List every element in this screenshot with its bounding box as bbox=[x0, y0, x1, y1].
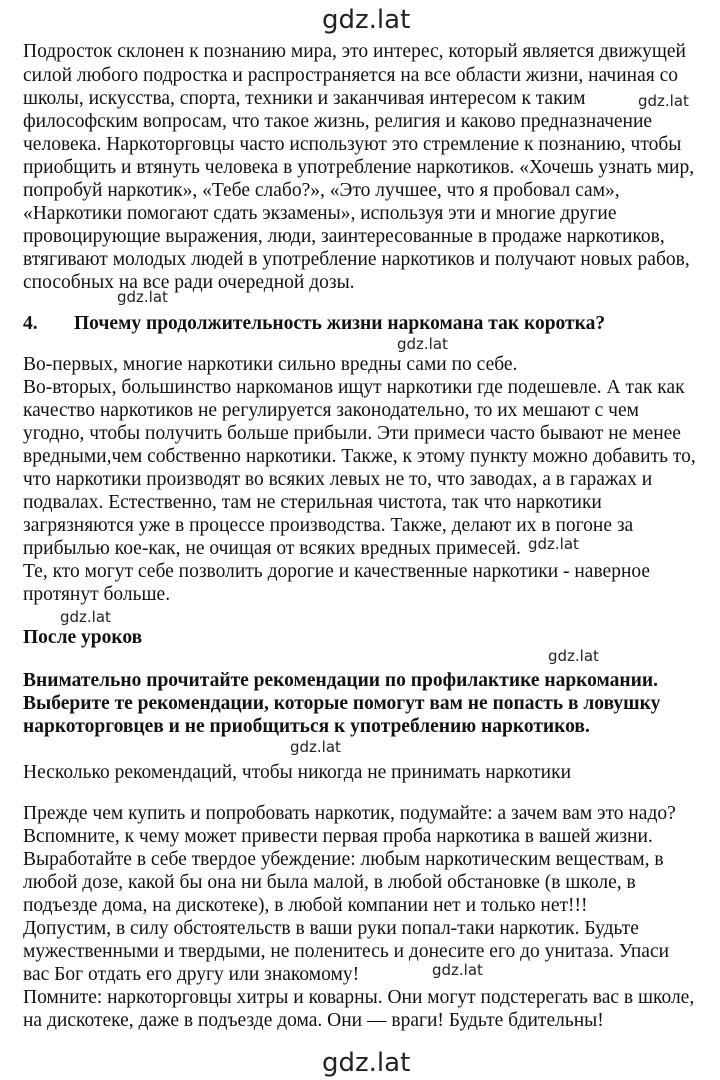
text-line: Те, кто могут себе позволить дорогие и качественные наркотики - наверное bbox=[23, 561, 651, 582]
text-line: загрязняются уже в процессе производства. Также, делают их в погоне за bbox=[23, 515, 634, 536]
text-line: Во-вторых, большинство наркоманов ищут наркотики где подешевле. А так как bbox=[23, 377, 685, 398]
text-line: способных на все ради очередной дозы. bbox=[23, 272, 355, 293]
text-line: человека. Наркоторговцы часто используют это стремление к познанию, чтобы bbox=[23, 134, 682, 155]
text-line: приобщить и втянуть человека в употребление наркотиков. «Хочешь узнать мир, bbox=[23, 157, 695, 178]
text-line: угодно, чтобы получить больше прибыли. Эти примеси часто бывают не менее bbox=[23, 423, 681, 444]
watermark: gdz.lat bbox=[548, 647, 599, 665]
watermark-top: gdz.lat bbox=[322, 5, 411, 35]
text-line: «Наркотики помогают сдать экзамены», используя эти и многие другие bbox=[23, 203, 617, 224]
watermark: gdz.lat bbox=[638, 92, 689, 110]
text-line: Подросток склонен к познанию мира, это интерес, который является движущей bbox=[23, 41, 686, 62]
recommendations-intro: Несколько рекомендаций, чтобы никогда не принимать наркотики bbox=[23, 762, 572, 783]
text-line: на дискотеке, даже в подъезде дома. Они — враги! Будьте бдительны! bbox=[23, 1010, 604, 1031]
text-line: Помните: наркоторговцы хитры и коварны. Они могут подстерегать вас в школе, bbox=[23, 987, 695, 1008]
watermark: gdz.lat bbox=[528, 535, 579, 553]
text-line: философским вопросам, что такое жизнь, религия и каково предназначение bbox=[23, 111, 653, 132]
text-line: что наркотики производят во всяких левых не то, что заводах, а в гаражах и bbox=[23, 469, 653, 490]
text-line: Выработайте в себе твердое убеждение: любым наркотическим веществам, в bbox=[23, 849, 664, 870]
text-line: прибылью кое-как, не очищая от всяких вредных примесей. bbox=[23, 538, 521, 559]
text-line: втягивают молодых людей в употребление наркотиков и получают новых рабов, bbox=[23, 249, 690, 270]
watermark: gdz.lat bbox=[432, 961, 483, 979]
text-line: школы, искусства, спорта, техники и заканчивая интересом к таким bbox=[23, 88, 586, 109]
text-line: Вспомните, к чему может привести первая проба наркотика в вашей жизни. bbox=[23, 826, 653, 847]
text-line: Допустим, в силу обстоятельств в ваши руки попал-таки наркотик. Будьте bbox=[23, 918, 639, 939]
text-line: провоцирующие выражения, люди, заинтересованные в продаже наркотиков, bbox=[23, 226, 665, 247]
text-line: качество наркотиков не регулируется законодательно, то их мешают с чем bbox=[23, 400, 639, 421]
text-line: Во-первых, многие наркотики сильно вредны сами по себе. bbox=[23, 354, 518, 375]
watermark: gdz.lat bbox=[117, 288, 168, 306]
text-line: подъезде дома, на дискотеке), в любой компании нет и только нет!!! bbox=[23, 895, 588, 916]
text-line: подвалах. Естественно, там не стерильная чистота, так что наркотики bbox=[23, 492, 602, 513]
question-text: Почему продолжительность жизни наркомана так коротка? bbox=[74, 313, 606, 334]
text-line: Прежде чем купить и попробовать наркотик, подумайте: а зачем вам это надо? bbox=[23, 803, 676, 824]
text-line: Внимательно прочитайте рекомендации по профилактике наркомании. bbox=[23, 670, 659, 691]
text-line: мужественными и твердыми, не поленитесь и донесите его до унитаза. Упаси bbox=[23, 941, 670, 962]
watermark: gdz.lat bbox=[290, 738, 341, 756]
watermark: gdz.lat bbox=[60, 608, 111, 626]
text-line: любой дозе, какой бы она ни была малой, в любой обстановке (в школе, в bbox=[23, 872, 636, 893]
text-line: протянут больше. bbox=[23, 584, 171, 605]
text-line: наркоторговцев и не приобщиться к употреблению наркотиков. bbox=[23, 716, 590, 737]
text-line: вас Бог отдать его другу или знакомому! bbox=[23, 964, 360, 985]
section-title: После уроков bbox=[23, 627, 143, 648]
text-line: силой любого подростка и распространяется на все области жизни, начиная со bbox=[23, 65, 679, 86]
question-number: 4. bbox=[23, 313, 38, 334]
watermark: gdz.lat bbox=[397, 335, 448, 353]
text-line: попробуй наркотик», «Тебе слабо?», «Это лучшее, что я пробовал сам», bbox=[23, 180, 620, 201]
watermark-bottom: gdz.lat bbox=[322, 1048, 411, 1078]
text-line: Выберите те рекомендации, которые помогут вам не попасть в ловушку bbox=[23, 693, 661, 714]
text-line: вредными,чем собственно наркотики. Также, к этому пункту можно добавить то, bbox=[23, 446, 696, 467]
